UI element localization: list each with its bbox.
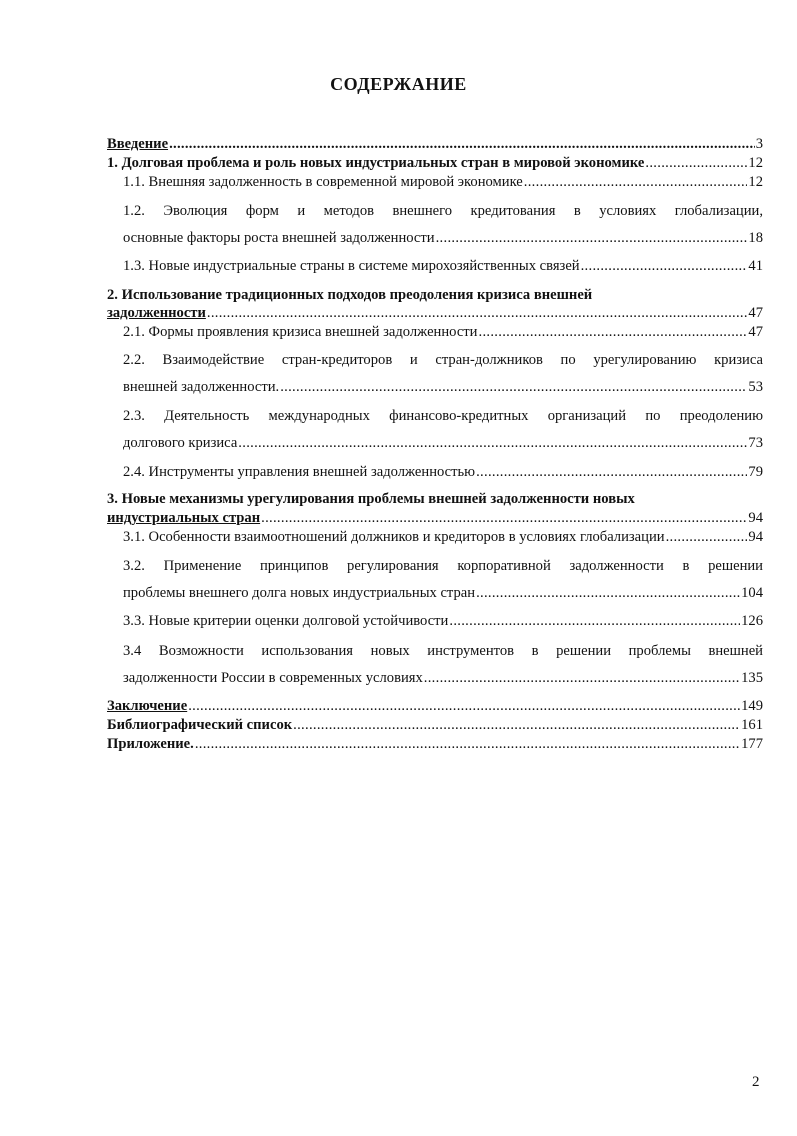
toc-page-number: 47 — [748, 305, 763, 321]
dot-leader — [581, 257, 748, 276]
toc-entry-section-1-2-line-1[interactable]: 1.2. Эволюция форм и методов внешнего кредитования в условиях глобализации, — [123, 203, 763, 219]
toc-entry-section-3-2-line-1[interactable]: 3.2. Применение принципов регулирования корпоративной задолженности в решении — [123, 558, 763, 574]
dot-leader — [424, 669, 740, 688]
toc-entry-section-2-2[interactable] — [123, 378, 763, 397]
toc-page-number: 73 — [748, 435, 763, 451]
dot-leader — [476, 584, 740, 603]
toc-page-number: 12 — [748, 155, 763, 171]
toc-entry-label: задолженности — [107, 305, 206, 321]
toc-entry-label: проблемы внешнего долга новых индустриальных стран — [123, 585, 476, 601]
toc-page-number: 126 — [741, 613, 763, 629]
toc-entry-label: 3.1. Особенности взаимоотношений должников и кредиторов в условиях глобализации — [123, 529, 665, 545]
toc-entry-introduction[interactable] — [107, 135, 763, 154]
toc-entry-label: 1.3. Новые индустриальные страны в системе мирохозяйственных связей — [123, 258, 580, 274]
dot-leader — [479, 323, 748, 342]
dot-leader — [524, 173, 748, 192]
dot-leader — [293, 716, 740, 735]
dot-leader — [195, 735, 740, 754]
dot-leader — [436, 229, 748, 248]
dot-leader — [261, 509, 747, 528]
page-title: СОДЕРЖАНИЕ — [330, 74, 467, 94]
toc-entry-section-2-4[interactable] — [123, 463, 763, 482]
toc-page-number: 47 — [748, 324, 763, 340]
toc-entry-label: 1.1. Внешняя задолженность в современной мировой экономике — [123, 174, 523, 190]
toc-entry-label: Библиографический список — [107, 717, 293, 733]
toc-entry-label: основные факторы роста внешней задолженности — [123, 230, 435, 246]
toc-page-number: 79 — [748, 464, 763, 480]
toc-entry-section-2-3-line-1[interactable]: 2.3. Деятельность международных финансово-кредитных организаций по преодолению — [123, 408, 763, 424]
toc-entry-section-3-4-line-1[interactable]: 3.4 Возможности использования новых инструментов в решении проблемы внешней — [123, 643, 763, 659]
toc-page-number: 3 — [755, 136, 763, 152]
toc-page-number: 104 — [741, 585, 763, 601]
toc-page-number: 94 — [748, 529, 763, 545]
toc-entry-bibliography[interactable] — [107, 716, 763, 735]
toc-entry-chapter-2[interactable] — [107, 304, 763, 323]
toc-entry-section-2-3[interactable] — [123, 434, 763, 453]
toc-entry-label: внешней задолженности. — [123, 379, 280, 395]
toc-entry-label: 3.3. Новые критерии оценки долговой устойчивости — [123, 613, 449, 629]
dot-leader — [449, 612, 740, 631]
toc-entry-chapter-2-line-1[interactable]: 2. Использование традиционных подходов преодоления кризиса внешней — [107, 287, 593, 303]
dot-leader — [207, 304, 748, 323]
page-number: 2 — [752, 1074, 760, 1090]
toc-entry-label: Заключение — [107, 698, 188, 714]
toc-page-number: 18 — [748, 230, 763, 246]
toc-entry-section-3-2[interactable] — [123, 584, 763, 603]
dot-leader — [188, 697, 740, 716]
toc-entry-chapter-1[interactable] — [107, 154, 763, 173]
toc-entry-section-1-1[interactable] — [123, 173, 763, 192]
toc-page-number: 12 — [748, 174, 763, 190]
toc-entry-label: 2.4. Инструменты управления внешней задолженностью — [123, 464, 476, 480]
toc-page-number: 161 — [741, 717, 763, 733]
toc-entry-label: индустриальных стран — [107, 510, 261, 526]
toc-page-number: 94 — [748, 510, 763, 526]
dot-leader — [280, 378, 747, 397]
dot-leader — [169, 135, 755, 154]
toc-entry-section-2-2-line-1[interactable]: 2.2. Взаимодействие стран-кредиторов и стран-должников по урегулированию кризиса — [123, 352, 763, 368]
dot-leader — [666, 528, 748, 547]
toc-page-number: 41 — [748, 258, 763, 274]
toc-entry-section-1-2[interactable] — [123, 229, 763, 248]
toc-entry-section-1-3[interactable] — [123, 257, 763, 276]
toc-entry-section-3-1[interactable] — [123, 528, 763, 547]
toc-entry-section-3-3[interactable] — [123, 612, 763, 631]
toc-entry-conclusion[interactable] — [107, 697, 763, 716]
toc-entry-chapter-3-line-1[interactable]: 3. Новые механизмы урегулирования проблемы внешней задолженности новых — [107, 491, 635, 507]
toc-page-number: 53 — [748, 379, 763, 395]
toc-entry-section-2-1[interactable] — [123, 323, 763, 342]
toc-entry-appendix[interactable] — [107, 735, 763, 754]
toc-entry-label: Введение — [107, 136, 169, 152]
dot-leader — [645, 154, 747, 173]
toc-entry-label: 1. Долговая проблема и роль новых индустриальных стран в мировой экономике — [107, 155, 645, 171]
toc-page-number: 135 — [741, 670, 763, 686]
dot-leader — [238, 434, 747, 453]
toc-entry-label: долгового кризиса — [123, 435, 238, 451]
dot-leader — [476, 463, 747, 482]
toc-page-number: 149 — [741, 698, 763, 714]
toc-entry-label: задолженности России в современных условиях — [123, 670, 423, 686]
toc-entry-chapter-3[interactable] — [107, 509, 763, 528]
toc-page-number: 177 — [741, 736, 763, 752]
toc-entry-label: Приложение. — [107, 736, 194, 752]
toc-entry-section-3-4[interactable] — [123, 669, 763, 688]
toc-entry-label: 2.1. Формы проявления кризиса внешней задолженности — [123, 324, 478, 340]
